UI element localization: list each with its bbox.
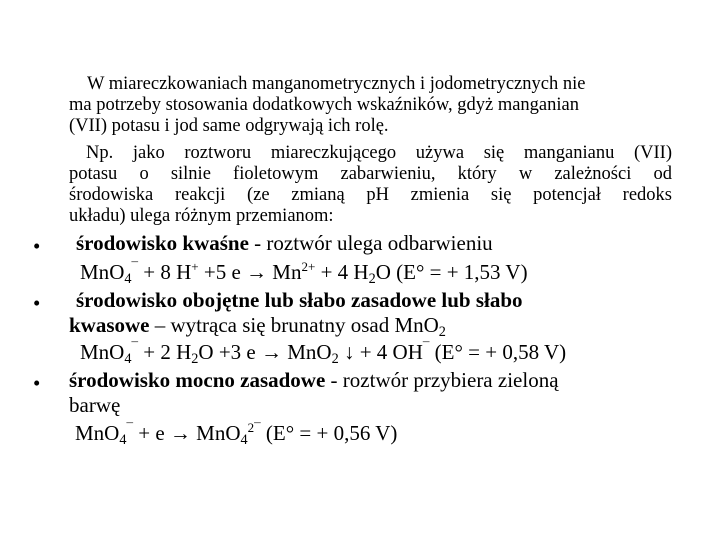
- case-neutral-condition-line-2: kwasowe: [69, 313, 150, 337]
- case-acidic-text: [76, 233, 493, 254]
- intro-line-1: W miareczkowaniach manganometrycznych i jodometrycznych nie: [87, 74, 586, 94]
- case-neutral-equation: MnO$_4$¯ + 2 $H_2O +3$ e → MnO$_2$ ↓ + 4 OH¯ (E° = + 0,58 V): [80, 339, 567, 367]
- case-acidic-description: - roztwór ulega odbarwieniu: [248, 231, 493, 255]
- bullet-icon: •: [33, 291, 41, 315]
- case-neutral-description: – wytrąca się brunatny osad MnO: [149, 313, 439, 337]
- case-basic-text: [69, 370, 559, 391]
- example-line-1: Np. jako roztworu miareczkującego używa się manganianu (VII): [86, 143, 672, 163]
- case-acidic-condition: środowisko kwaśne: [76, 231, 249, 255]
- case-basic-description: - roztwór przybiera zieloną: [325, 368, 559, 392]
- case-neutral-condition-line-1: środowisko obojętne lub słabo zasadowe lub słabo: [76, 288, 523, 312]
- intro-line-2: ma potrzeby stosowania dodatkowych wskaźników, gdyż manganian: [69, 95, 579, 115]
- example-line-3: środowiska reakcji (ze zmianą pH zmienia się potencjał redoks: [69, 185, 672, 205]
- example-line-4: układu) ulega różnym przemianom:: [69, 206, 334, 226]
- case-basic-equation: MnO$_4$¯ + e → MnO$_4^{2¯}$ (E° = + 0,56 V): [75, 420, 398, 448]
- case-neutral-text: kwasowe – wytrąca się brunatny osad MnO$_2$: [69, 313, 446, 340]
- case-basic-description-line-2: barwę: [69, 393, 121, 417]
- bullet-icon: •: [33, 234, 41, 258]
- case-acidic-equation: MnO$_4$¯ + 8 H+ +5 $e \to Mn^{2+} + 4$ $H_2O$ (E° = + 1,53 V): [80, 259, 528, 287]
- case-basic-condition: środowisko mocno zasadowe: [69, 368, 326, 392]
- bullet-icon: •: [33, 371, 41, 395]
- example-line-2: potasu o silnie fioletowym zabarwieniu, który w zależności od: [69, 164, 672, 184]
- intro-line-3: (VII) potasu i jod same odgrywają ich rolę.: [69, 116, 389, 136]
